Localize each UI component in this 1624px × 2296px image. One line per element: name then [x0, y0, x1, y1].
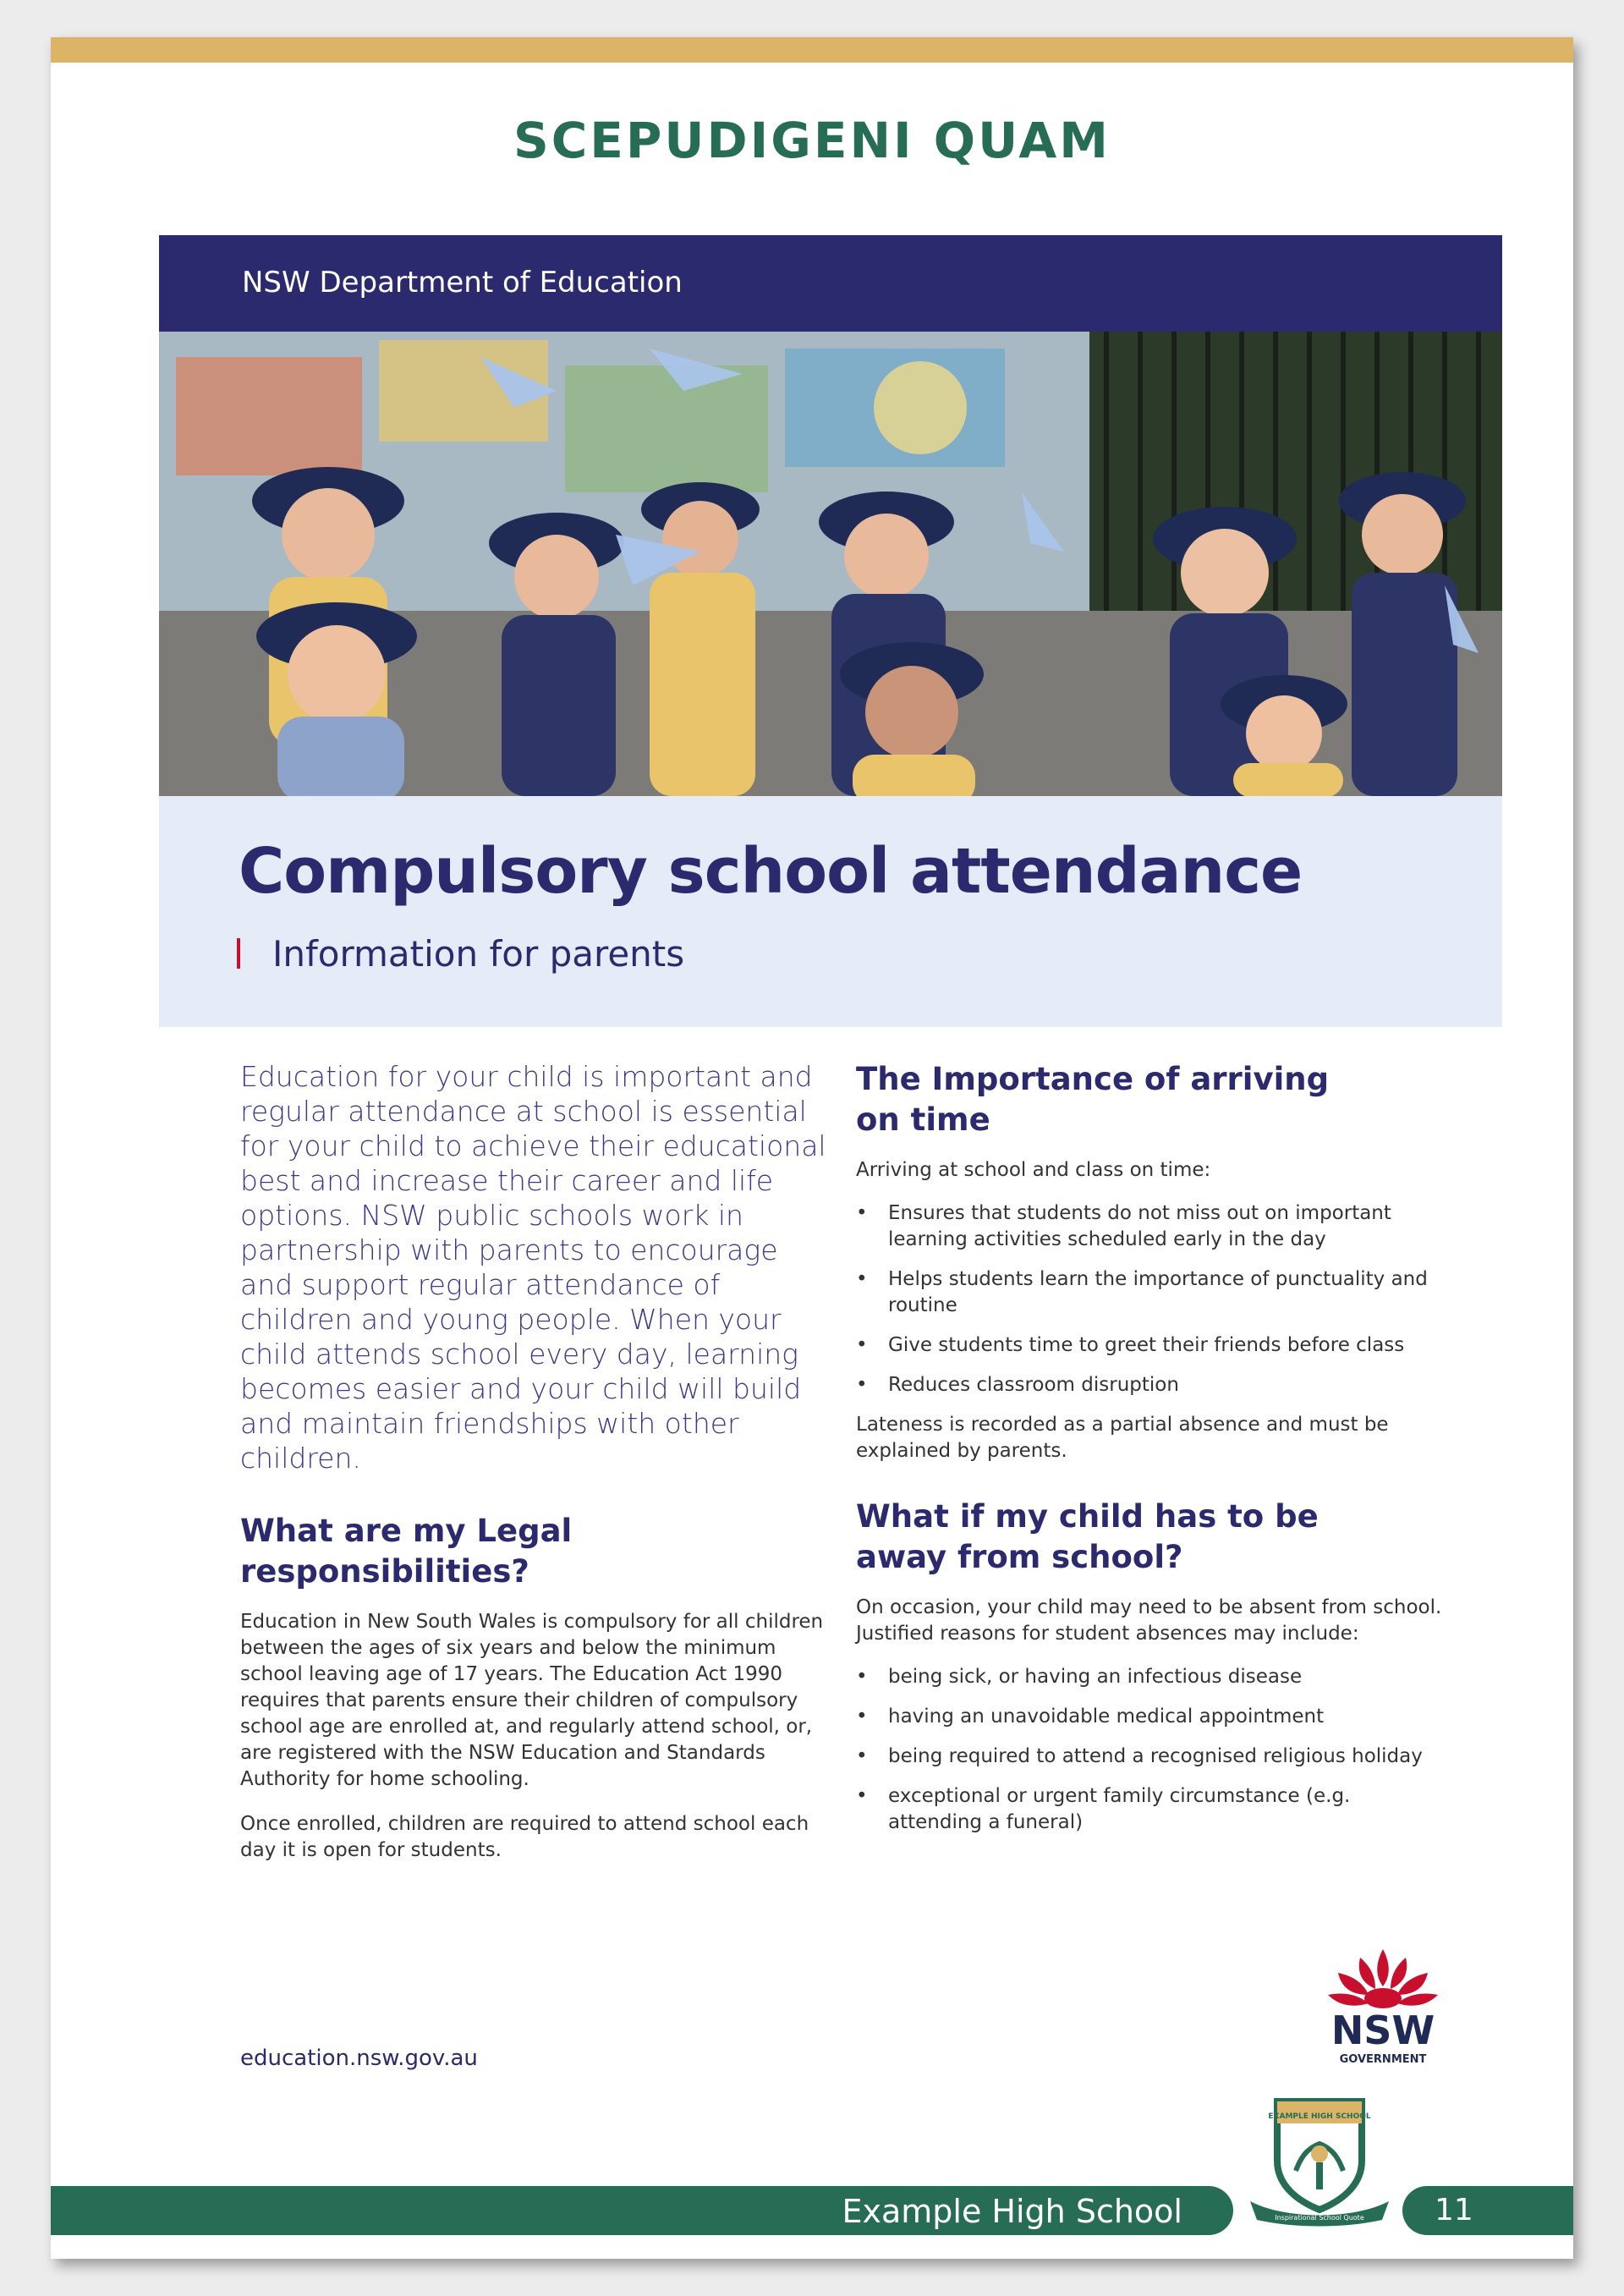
subtitle-accent-bar: [237, 938, 240, 969]
leaflet-title: Compulsory school attendance: [239, 835, 1303, 908]
top-gold-bar: [51, 37, 1573, 63]
website-link[interactable]: education.nsw.gov.au: [240, 2046, 478, 2071]
right-column: [856, 1059, 1448, 1849]
document-page: [51, 37, 1573, 2259]
list-item: • being required to attend a recognised religious holiday: [856, 1745, 1423, 1767]
leaflet-subtitle: Information for parents: [272, 933, 685, 975]
page-header-title: SCEPUDIGENI QUAM: [513, 112, 1111, 169]
list-item: • Give students time to greet their friends before class: [856, 1334, 1405, 1356]
school-crest-logo: [1243, 2093, 1396, 2228]
page-number: 11: [1435, 2193, 1473, 2227]
nsw-logo-subtext: GOVERNMENT: [1339, 2053, 1427, 2066]
left-column: [240, 1059, 832, 1864]
away-list: [856, 1664, 1448, 1836]
list-item: • exceptional or urgent family circumstance (e.g. attending a funeral): [856, 1785, 1351, 1833]
leaflet-cover: [159, 235, 1502, 1027]
page-number-tab: [1402, 2186, 1573, 2235]
list-item: • having an unavoidable medical appointment: [856, 1706, 1325, 1727]
intro-paragraph: Education for your child is important and regular attendance at school is essential for your child to achieve their educational best and increase their career and life options. NSW public schools work in partnership with parents to encourage and support regular attendance of children and young people. When your child attends school every day, learning becomes easier and your child will build and maintain friendships with other children.: [240, 1060, 826, 1475]
footer-school-band: [51, 2186, 1233, 2235]
department-band: [159, 235, 1502, 332]
legal-paragraph-1: Education in New South Wales is compulsory for all children between the ages of six years and below the minimum school leaving age of 17 years. The Education Act 1990 requires that parents ensure their children of compulsory school age are enrolled at, and regularly attend school, or, are registered with the NSW Education and Standards Authority for home schooling.: [240, 1611, 824, 1790]
crest-text: EXAMPLE HIGH SCHOOL: [1268, 2112, 1371, 2121]
nsw-logo-text: NSW: [1330, 2008, 1435, 2053]
list-item: • Ensures that students do not miss out on important learning activities scheduled early in the day: [856, 1202, 1391, 1250]
students-photo: [159, 332, 1502, 796]
away-heading: What if my child has to be away from school?: [856, 1498, 1319, 1575]
nsw-government-logo: [1320, 1942, 1446, 2069]
legal-paragraph-2: Once enrolled, children are required to attend school each day it is open for students.: [240, 1813, 809, 1861]
ontime-list: [856, 1200, 1448, 1398]
ontime-lead: Arriving at school and class on time:: [856, 1159, 1211, 1181]
ontime-heading: The Importance of arriving on time: [856, 1061, 1330, 1138]
away-lead: On occasion, your child may need to be absent from school. Justified reasons for student absences may include:: [856, 1596, 1442, 1645]
title-panel: [159, 796, 1502, 1027]
legal-heading: What are my Legal responsibilities?: [240, 1513, 573, 1590]
footer-school-name: Example High School: [842, 2193, 1182, 2230]
lateness-note: Lateness is recorded as a partial absence and must be explained by parents.: [856, 1414, 1389, 1462]
list-item: • being sick, or having an infectious disease: [856, 1666, 1303, 1688]
list-item: • Helps students learn the importance of punctuality and routine: [856, 1268, 1428, 1316]
department-name: NSW Department of Education: [242, 266, 683, 299]
list-item: • Reduces classroom disruption: [856, 1374, 1179, 1396]
crest-motto: Inspirational School Quote: [1275, 2214, 1364, 2222]
